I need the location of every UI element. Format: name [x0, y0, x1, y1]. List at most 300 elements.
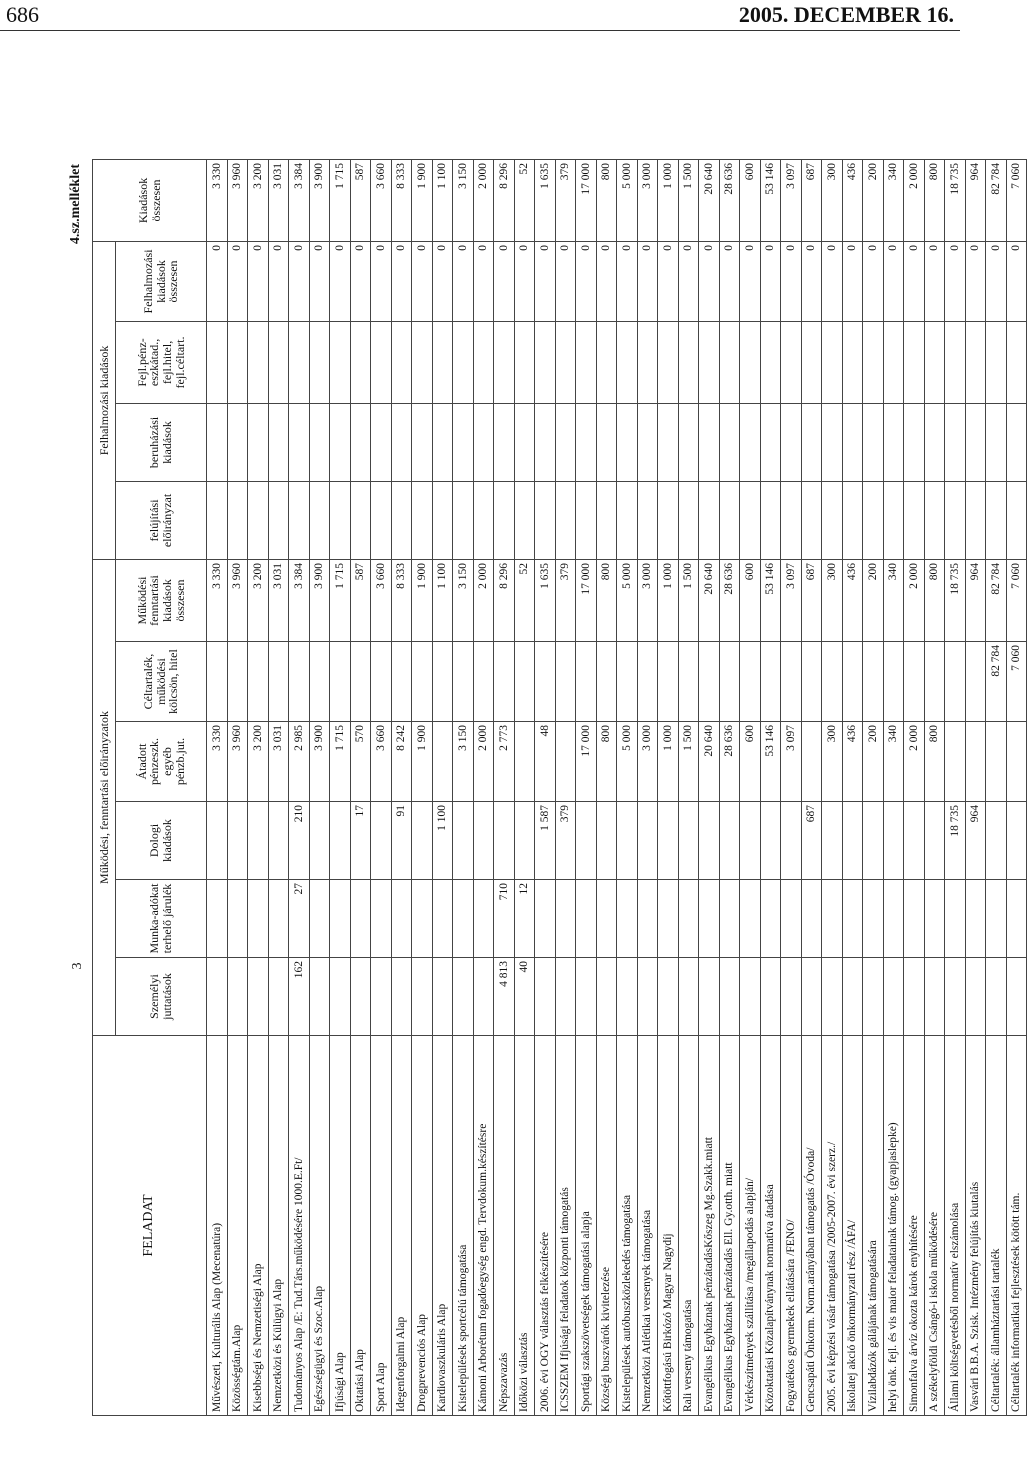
table-cell [289, 403, 310, 481]
table-cell: 8 296 [494, 159, 515, 241]
table-cell [801, 481, 822, 559]
table-cell [514, 321, 535, 403]
table-cell: 18 735 [945, 159, 966, 241]
table-row [207, 159, 228, 1415]
table-cell: 5 000 [617, 559, 638, 641]
table-cell [268, 321, 289, 403]
table-cell: 587 [350, 159, 371, 241]
table-cell: 200 [863, 159, 884, 241]
table-cell [453, 958, 474, 1036]
table-cell [822, 880, 843, 958]
table-cell: 0 [535, 241, 556, 321]
table-cell [924, 321, 945, 403]
table-cell: 2 000 [473, 559, 494, 641]
capital-group-header: Felhalmozási kiadások [93, 241, 116, 559]
table-cell: 340 [883, 722, 904, 802]
table-cell [986, 958, 1007, 1036]
table-cell [740, 481, 761, 559]
table-cell [801, 958, 822, 1036]
table-cell: 1 635 [535, 159, 556, 241]
table-cell: 210 [289, 802, 310, 880]
table-cell [350, 880, 371, 958]
table-cell [842, 403, 863, 481]
table-cell: 1 000 [658, 559, 679, 641]
table-cell [965, 403, 986, 481]
table-cell [555, 722, 576, 802]
table-cell [1006, 722, 1027, 802]
table-cell: 7 060 [1006, 559, 1027, 641]
table-cell [740, 802, 761, 880]
table-cell: 300 [822, 559, 843, 641]
table-cell [801, 403, 822, 481]
table-cell: 964 [965, 559, 986, 641]
table-cell [822, 958, 843, 1036]
table-cell: 12 [514, 880, 535, 958]
table-cell [986, 802, 1007, 880]
table-cell [473, 403, 494, 481]
table-cell: 2 773 [494, 722, 515, 802]
table-row [227, 159, 248, 1415]
table-cell: 3 330 [207, 159, 228, 241]
table-cell [986, 321, 1007, 403]
table-cell [678, 481, 699, 559]
table-cell [740, 880, 761, 958]
table-cell [617, 403, 638, 481]
table-cell [473, 642, 494, 722]
table-cell: 0 [842, 241, 863, 321]
table-cell [207, 403, 228, 481]
table-cell: 2 000 [904, 159, 925, 241]
feladat-header: FELADAT [93, 1036, 207, 1416]
table-cell [883, 802, 904, 880]
row-label: Idegenforgalmi Alap [391, 1036, 412, 1416]
table-cell: 1 500 [678, 159, 699, 241]
table-cell [227, 802, 248, 880]
table-cell [965, 958, 986, 1036]
table-cell [514, 722, 535, 802]
table-cell [822, 642, 843, 722]
table-cell [555, 958, 576, 1036]
row-label: Kőtöttfogású Birkózó Magyar Nagydíj [658, 1036, 679, 1416]
table-row [760, 159, 781, 1415]
table-cell [863, 321, 884, 403]
table-cell [473, 958, 494, 1036]
column-header: Fejl.pénz-eszkátad., fejl.hitel, fejl.céltart. [116, 321, 207, 403]
table-cell [863, 403, 884, 481]
table-cell [781, 880, 802, 958]
row-label: Simonfalva árvíz okozta károk enyhítésére [904, 1036, 925, 1416]
table-cell: 436 [842, 159, 863, 241]
table-cell: 2 000 [473, 159, 494, 241]
table-cell: 28 636 [719, 722, 740, 802]
table-cell [576, 958, 597, 1036]
sub-page-number: 3 [70, 962, 85, 970]
table-cell [883, 958, 904, 1036]
table-cell [658, 802, 679, 880]
table-cell [330, 403, 351, 481]
table-cell [781, 321, 802, 403]
table-cell: 0 [678, 241, 699, 321]
table-cell [965, 642, 986, 722]
table-cell: 1 500 [678, 559, 699, 641]
table-cell [248, 642, 269, 722]
table-cell [268, 958, 289, 1036]
table-cell [330, 958, 351, 1036]
table-cell [432, 403, 453, 481]
table-cell [227, 403, 248, 481]
table-cell [637, 802, 658, 880]
table-cell: 0 [330, 241, 351, 321]
table-cell: 3 097 [781, 159, 802, 241]
table-cell [801, 880, 822, 958]
row-label: A székelyföldi Csángó-i iskola működésére [924, 1036, 945, 1416]
table-cell: 53 146 [760, 722, 781, 802]
table-cell [924, 481, 945, 559]
table-cell [822, 481, 843, 559]
table-cell: 379 [555, 802, 576, 880]
table-cell: 18 735 [945, 559, 966, 641]
table-row [412, 159, 433, 1415]
table-cell: 379 [555, 159, 576, 241]
row-label: ICSSZEM Ifjúsági feladatok központi támogatás [555, 1036, 576, 1416]
table-cell [617, 802, 638, 880]
table-row [801, 159, 822, 1415]
table-cell [412, 403, 433, 481]
table-cell [965, 481, 986, 559]
column-header: Munka-adókat terhelő járulék [116, 880, 207, 958]
table-cell [535, 403, 556, 481]
table-cell [924, 958, 945, 1036]
table-cell: 1 715 [330, 559, 351, 641]
table-cell [863, 880, 884, 958]
table-cell: 8 333 [391, 159, 412, 241]
table-cell [719, 481, 740, 559]
table-cell [596, 958, 617, 1036]
table-cell [719, 802, 740, 880]
table-cell: 200 [863, 722, 884, 802]
table-cell: 0 [514, 241, 535, 321]
column-header: Átadott pénzeszk. egyéb pénzb.jut. [116, 722, 207, 802]
table-cell: 3 150 [453, 722, 474, 802]
table-cell: 52 [514, 159, 535, 241]
table-cell [596, 403, 617, 481]
table-cell [453, 321, 474, 403]
table-cell [617, 642, 638, 722]
table-cell [248, 958, 269, 1036]
table-cell: 600 [740, 159, 761, 241]
table-cell: 0 [412, 241, 433, 321]
table-cell: 3 200 [248, 722, 269, 802]
table-cell [268, 403, 289, 481]
table-cell [227, 958, 248, 1036]
column-header: Dologi kiadások [116, 802, 207, 880]
table-cell [350, 321, 371, 403]
table-cell: 1 715 [330, 722, 351, 802]
table-cell: 3 200 [248, 559, 269, 641]
table-cell [904, 802, 925, 880]
table-cell: 17 [350, 802, 371, 880]
table-cell [535, 642, 556, 722]
table-cell [350, 403, 371, 481]
table-row [822, 159, 843, 1415]
table-cell: 0 [576, 241, 597, 321]
table-cell: 1 900 [412, 159, 433, 241]
table-cell: 3 900 [309, 722, 330, 802]
table-cell: 17 000 [576, 159, 597, 241]
table-cell: 48 [535, 722, 556, 802]
table-row [965, 159, 986, 1415]
table-cell: 600 [740, 559, 761, 641]
table-cell: 1 635 [535, 559, 556, 641]
table-cell: 0 [227, 241, 248, 321]
table-cell: 0 [453, 241, 474, 321]
table-cell: 8 242 [391, 722, 412, 802]
table-cell [453, 880, 474, 958]
table-cell [986, 481, 1007, 559]
table-cell: 964 [965, 159, 986, 241]
table-cell [432, 321, 453, 403]
table-cell: 0 [391, 241, 412, 321]
table-cell: 28 636 [719, 559, 740, 641]
table-cell: 1 900 [412, 722, 433, 802]
row-label: Kámoni Arborétum fogadóegység engd. Tervdokum.készítésre [473, 1036, 494, 1416]
column-header: Felhalmozási kiadások összesen [116, 241, 207, 321]
table-cell [412, 958, 433, 1036]
table-cell [268, 481, 289, 559]
table-row [842, 159, 863, 1415]
table-cell: 82 784 [986, 642, 1007, 722]
column-header: felújítási előirányzat [116, 481, 207, 559]
row-label: Időközi választás [514, 1036, 535, 1416]
table-cell: 0 [432, 241, 453, 321]
table-cell: 3 384 [289, 559, 310, 641]
table-cell [1006, 802, 1027, 880]
table-cell: 570 [350, 722, 371, 802]
table-cell [637, 481, 658, 559]
table-cell: 800 [924, 722, 945, 802]
table-cell [535, 880, 556, 958]
table-cell [350, 481, 371, 559]
table-cell: 3 000 [637, 159, 658, 241]
table-cell [227, 481, 248, 559]
table-cell [535, 958, 556, 1036]
table-cell [637, 880, 658, 958]
row-label: Állami költségvetésből normatív elszámolása [945, 1036, 966, 1416]
table-cell [699, 481, 720, 559]
table-cell [760, 802, 781, 880]
table-cell: 3 000 [637, 559, 658, 641]
table-cell: 3 900 [309, 159, 330, 241]
table-cell [822, 321, 843, 403]
table-cell [781, 481, 802, 559]
table-cell [1006, 403, 1027, 481]
table-row [453, 159, 474, 1415]
table-cell: 3 097 [781, 559, 802, 641]
table-row [883, 159, 904, 1415]
table-cell: 687 [801, 559, 822, 641]
table-cell [494, 802, 515, 880]
table-cell: 0 [658, 241, 679, 321]
table-cell [801, 722, 822, 802]
header-rule [0, 30, 960, 31]
table-cell [453, 481, 474, 559]
table-cell [371, 958, 392, 1036]
table-cell [412, 880, 433, 958]
table-cell: 91 [391, 802, 412, 880]
row-label: Gencsapáti Önkorm. Norm.arányában támogatás /Óvoda/ [801, 1036, 822, 1416]
table-cell [576, 321, 597, 403]
budget-table [92, 159, 1027, 1416]
table-cell [576, 403, 597, 481]
table-cell [883, 403, 904, 481]
table-row [289, 159, 310, 1415]
table-cell [248, 403, 269, 481]
table-cell [596, 880, 617, 958]
table-cell [658, 321, 679, 403]
table-cell [678, 642, 699, 722]
table-cell [473, 802, 494, 880]
row-label: Vízilabdázók gálájának támogatására [863, 1036, 884, 1416]
table-cell [432, 880, 453, 958]
table-cell [432, 958, 453, 1036]
table-cell [740, 958, 761, 1036]
table-cell [658, 880, 679, 958]
appendix-label: 4.sz.melléklet [68, 164, 83, 245]
table-cell [309, 403, 330, 481]
table-cell [883, 642, 904, 722]
table-cell [637, 403, 658, 481]
table-cell: 0 [781, 241, 802, 321]
table-cell [207, 958, 228, 1036]
row-label: Tudományos Alap /E: Tud.Társ.működésére 1000.E.Ft/ [289, 1036, 310, 1416]
table-cell [391, 481, 412, 559]
row-label: Kistelepülések sportcélú támogatása [453, 1036, 474, 1416]
page-number: 686 [6, 2, 39, 27]
table-row [924, 159, 945, 1415]
table-cell: 17 000 [576, 722, 597, 802]
table-cell: 340 [883, 559, 904, 641]
table-cell: 0 [494, 241, 515, 321]
row-label: Közösségtám.Alap [227, 1036, 248, 1416]
table-cell [842, 481, 863, 559]
table-cell: 3 150 [453, 159, 474, 241]
table-cell [678, 958, 699, 1036]
table-cell: 964 [965, 802, 986, 880]
table-cell [842, 802, 863, 880]
table-cell: 687 [801, 159, 822, 241]
table-row [268, 159, 289, 1415]
table-cell: 300 [822, 722, 843, 802]
table-cell: 0 [289, 241, 310, 321]
table-cell: 200 [863, 559, 884, 641]
table-cell: 800 [596, 559, 617, 641]
table-cell: 17 000 [576, 559, 597, 641]
table-cell: 2 000 [473, 722, 494, 802]
table-cell [309, 958, 330, 1036]
table-cell: 800 [924, 159, 945, 241]
table-cell [842, 321, 863, 403]
table-cell: 3 330 [207, 559, 228, 641]
table-cell: 7 060 [1006, 159, 1027, 241]
table-row [1006, 159, 1027, 1415]
table-cell [494, 642, 515, 722]
table-row [473, 159, 494, 1415]
table-cell [637, 958, 658, 1036]
table-cell [863, 958, 884, 1036]
table-cell [883, 880, 904, 958]
row-label: helyi önk. fejl. és vis maior feladatainak támog. (gyapjaslepke) [883, 1036, 904, 1416]
table-cell [514, 481, 535, 559]
table-cell [945, 403, 966, 481]
table-cell [330, 321, 351, 403]
row-label: Evangélikus Egyháznak pénzátadás Ell. Gy.otth. miatt [719, 1036, 740, 1416]
table-cell: 3 660 [371, 159, 392, 241]
table-cell [555, 880, 576, 958]
table-cell: 53 146 [760, 159, 781, 241]
table-cell [617, 958, 638, 1036]
table-cell: 0 [965, 241, 986, 321]
table-cell [863, 802, 884, 880]
table-cell [576, 802, 597, 880]
table-cell [863, 642, 884, 722]
table-cell [822, 403, 843, 481]
table-cell [617, 880, 638, 958]
table-cell: 8 296 [494, 559, 515, 641]
table-cell [883, 321, 904, 403]
table-cell [965, 321, 986, 403]
table-cell [965, 880, 986, 958]
row-label: Iskolatej akció önkormányzati rész /ÁFA/ [842, 1036, 863, 1416]
table-cell [986, 403, 1007, 481]
table-cell [945, 722, 966, 802]
table-cell [309, 642, 330, 722]
table-cell [924, 802, 945, 880]
row-label: Kardiovaszkuláris Alap [432, 1036, 453, 1416]
table-cell: 0 [924, 241, 945, 321]
table-cell [760, 958, 781, 1036]
table-cell: 0 [801, 241, 822, 321]
table-cell [330, 880, 351, 958]
table-cell [576, 481, 597, 559]
table-cell [658, 958, 679, 1036]
table-row [740, 159, 761, 1415]
table-cell: 0 [309, 241, 330, 321]
table-cell [904, 880, 925, 958]
table-cell: 1 100 [432, 802, 453, 880]
table-cell [596, 481, 617, 559]
table-cell [555, 403, 576, 481]
table-cell [514, 802, 535, 880]
table-cell [781, 958, 802, 1036]
row-label: Községi buszvárók kivitelezése [596, 1036, 617, 1416]
row-label: Vasvári B.B.A. Szisk. Intézmény felújítás kiutalás [965, 1036, 986, 1416]
table-cell [678, 802, 699, 880]
table-cell [555, 321, 576, 403]
row-label: Oktatási Alap [350, 1036, 371, 1416]
table-cell: 436 [842, 559, 863, 641]
table-cell [719, 403, 740, 481]
table-cell [227, 880, 248, 958]
table-cell: 5 000 [617, 722, 638, 802]
row-label: Nemzetközi és Külügyi Alap [268, 1036, 289, 1416]
table-cell [740, 642, 761, 722]
table-cell [924, 880, 945, 958]
table-row [945, 159, 966, 1415]
table-cell [699, 802, 720, 880]
table-cell: 800 [596, 159, 617, 241]
table-cell: 0 [719, 241, 740, 321]
table-cell [883, 481, 904, 559]
